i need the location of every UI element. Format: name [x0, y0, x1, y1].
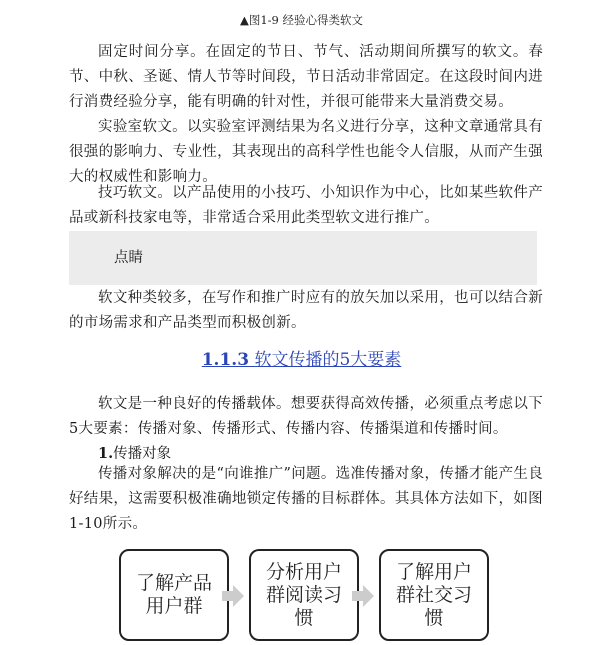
flow-step-1-label: 了解产品用户群	[135, 572, 212, 617]
arrow-right-icon	[352, 585, 374, 607]
arrow-right-icon	[222, 585, 244, 607]
flow-step-3-label: 了解用户群社交习惯	[395, 560, 472, 629]
section-heading[interactable]	[0, 348, 603, 372]
flow-step-2-label: 分析用户群阅读习惯	[265, 560, 342, 629]
paragraph-body: 传播对象解决的是“向谁推广”问题。选准传播对象，传播才能产生良好结果，这需要积极准确地锁定传播的目标群体。其具体方法如下，如图1-10所示。	[69, 466, 543, 532]
subsection-title: 传播对象	[113, 446, 172, 462]
flow-step-1	[119, 549, 229, 641]
flow-step-2	[249, 549, 359, 641]
paragraph-fixed-time: 固定时间分享。在固定的节日、节气、活动期间所撰写的软文。春节、中秋、圣诞、情人节等时间段，节日活动非常固定。在这段时间内进行消费经验分享，能有明确的针对性，并很可能带来大量消费交易。	[69, 44, 543, 110]
paragraph-intro: 软文是一种良好的传播载体。想要获得高效传播，必须重点考虑以下5大要素：传播对象、传播形式、传播内容、传播渠道和传播时间。	[69, 396, 543, 437]
paragraph-tips: 技巧软文。以产品使用的小技巧、小知识作为中心，比如某些软件产品或新科技家电等，非常适合采用此类型软文进行推广。	[69, 185, 543, 226]
paragraph-lab: 实验室软文。以实验室评测结果为名义进行分享，这种文章通常具有很强的影响力、专业性，其表现出的高科学性也能令人信服，从而产生强大的权威性和影响力。	[69, 119, 543, 185]
section-title: 软文传播的5大要素	[254, 350, 402, 370]
tip-box	[69, 231, 537, 285]
paragraph-tip-content: 软文种类较多，在写作和推广时应有的放矢加以采用，也可以结合新的市场需求和产品类型而积极创新。	[69, 290, 543, 331]
tip-label: 点睛	[114, 250, 143, 266]
subsection-number: 1.	[98, 445, 114, 462]
section-number: 1.1.3	[201, 350, 250, 370]
flow-step-3	[379, 549, 489, 641]
figure-caption: ▲图1-9 经验心得类软文	[239, 13, 364, 27]
